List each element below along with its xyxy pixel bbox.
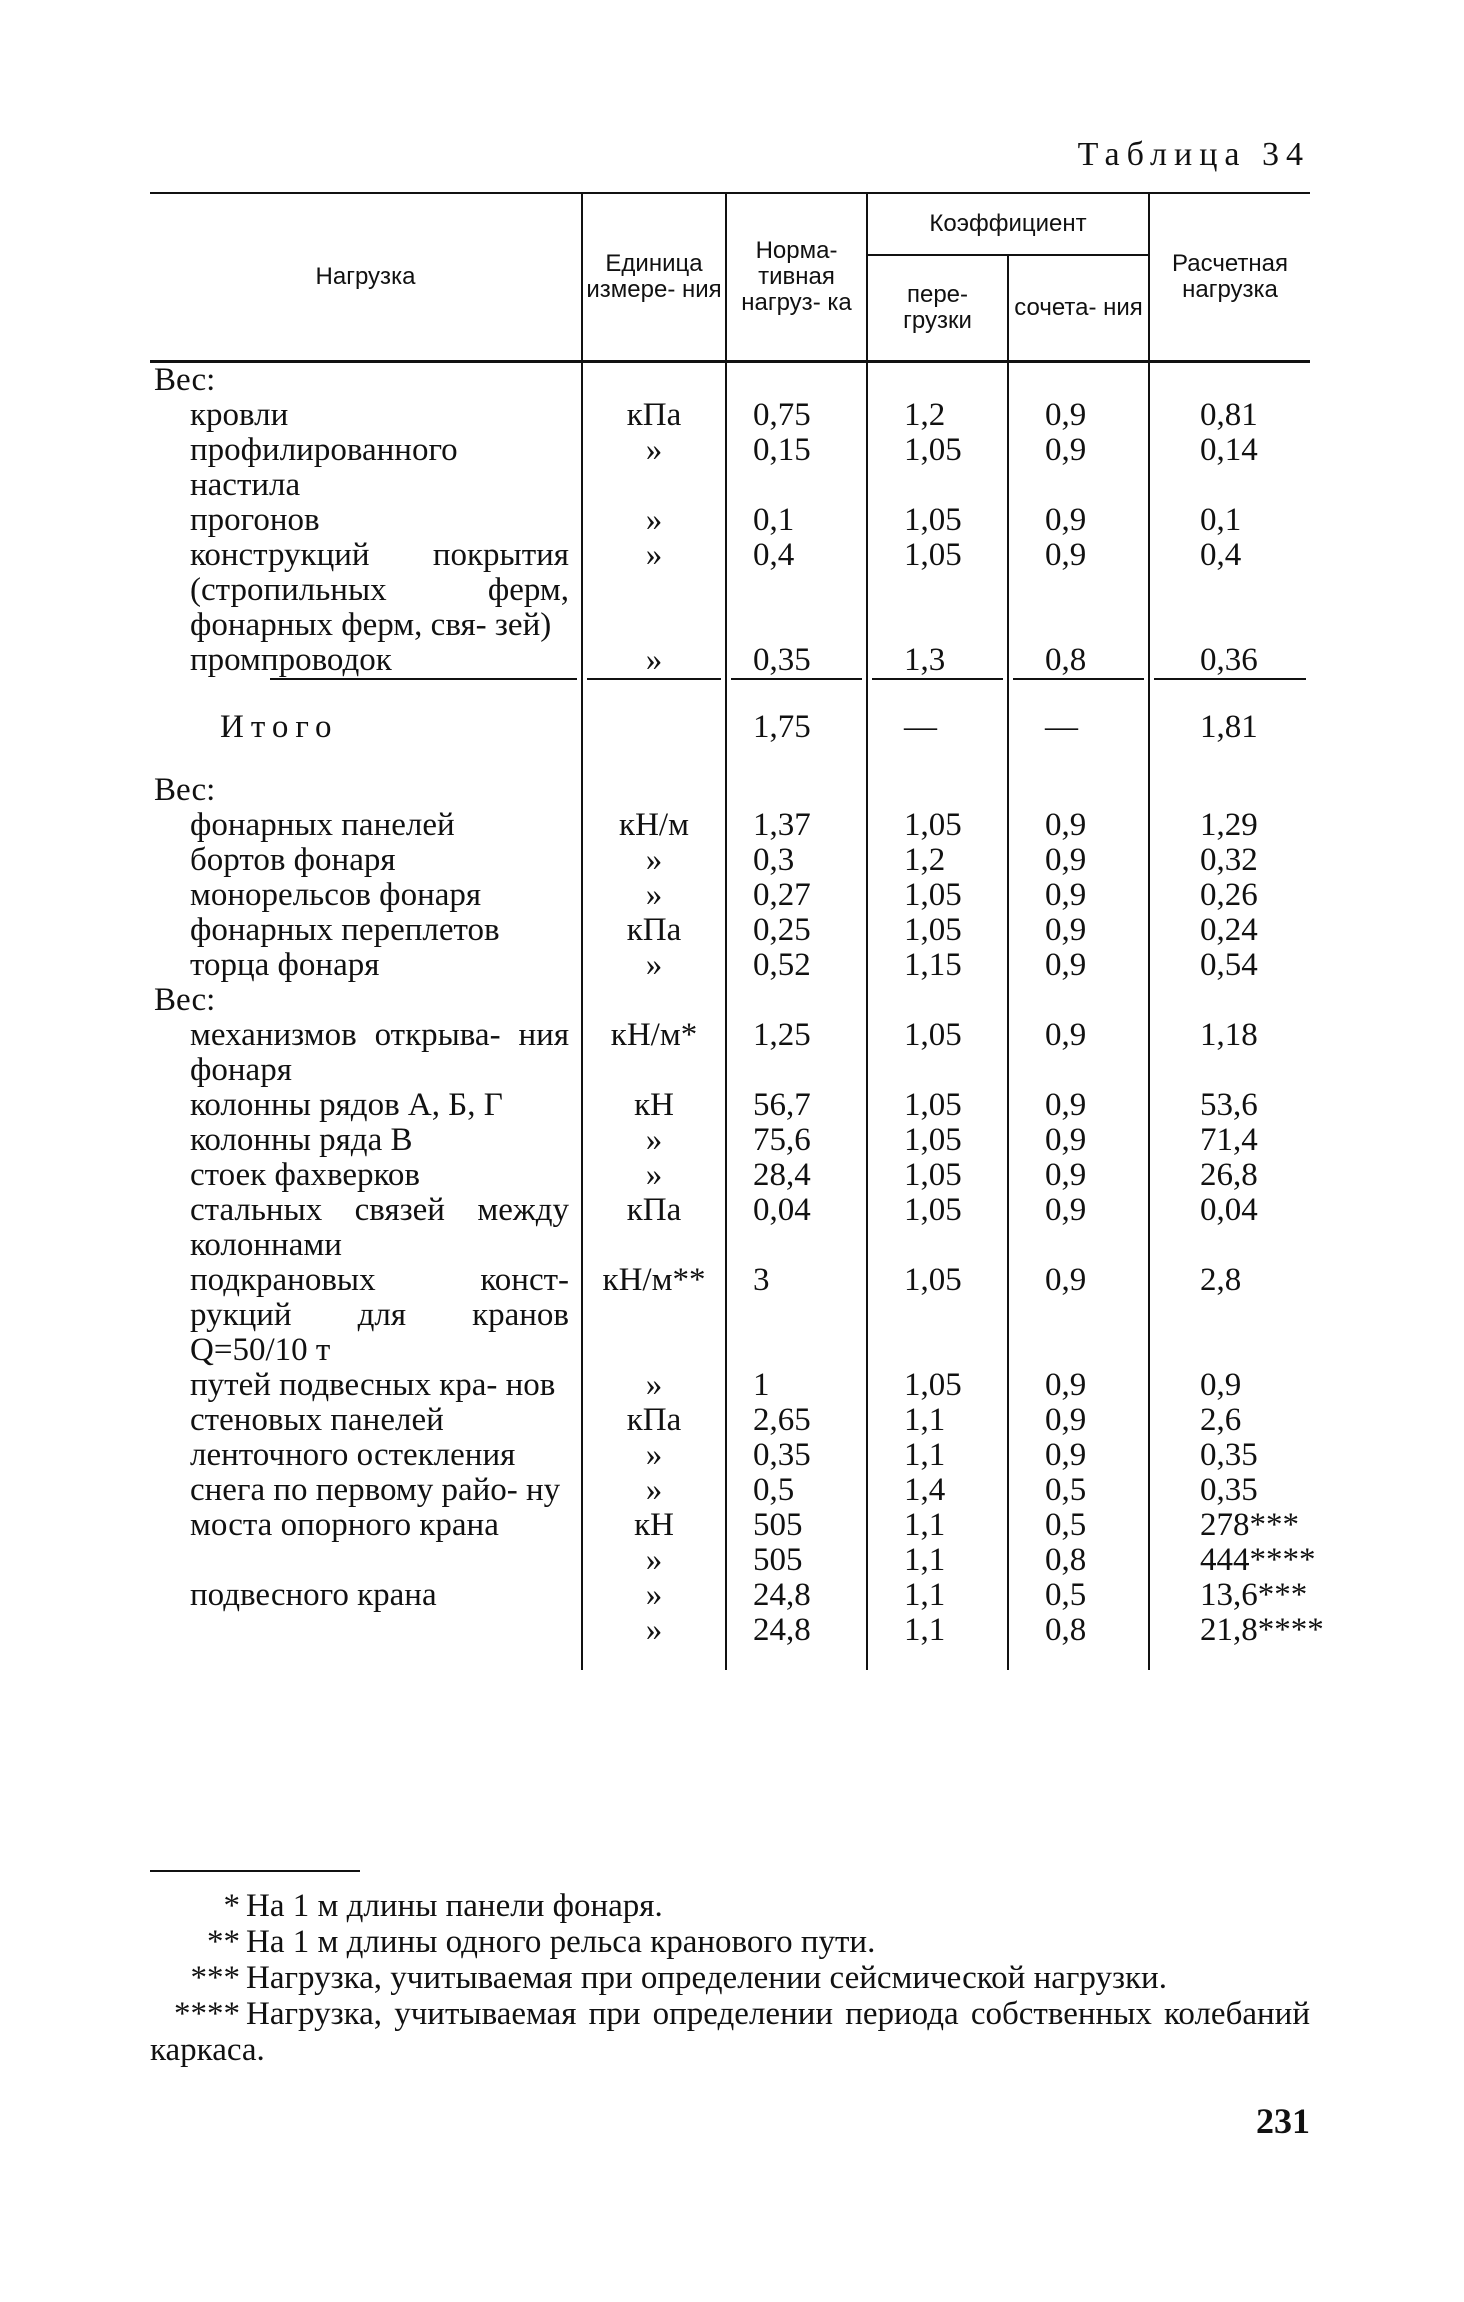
row-design: 278***: [1200, 1507, 1299, 1543]
row-name-text: снега по первому райо- ну: [190, 1472, 561, 1508]
row-unit: »: [582, 948, 726, 983]
header-coefficient: Коэффициент: [867, 193, 1149, 255]
row-name: [150, 1123, 582, 1158]
row-name: [150, 1088, 582, 1123]
row-unit: »: [582, 503, 726, 538]
row-name: [150, 1578, 582, 1613]
table-row: [150, 1438, 1310, 1473]
row-unit: кПа: [582, 913, 726, 948]
row-normative: 75,6: [726, 1123, 867, 1158]
row-combination: 0,9: [1008, 948, 1149, 983]
table-row: [150, 1193, 1310, 1263]
row-overload: 1,15: [867, 948, 1008, 983]
row-normative: 0,25: [726, 913, 867, 948]
row-overload: 1,05: [867, 1193, 1008, 1263]
row-combination: 0,9: [1008, 1123, 1149, 1158]
row-combination: 0,5: [1008, 1508, 1149, 1543]
group-row: [150, 362, 1310, 399]
row-normative: 0,4: [726, 538, 867, 643]
row-combination: 0,5: [1008, 1578, 1149, 1613]
row-combination: 0,9: [1008, 1158, 1149, 1193]
row-unit: »: [582, 538, 726, 643]
row-overload: 1,05: [867, 1263, 1008, 1368]
row-unit: »: [582, 1473, 726, 1508]
row-name-text: профилированного настила: [190, 432, 458, 503]
table-row: [150, 1613, 1310, 1648]
row-normative: 0,04: [726, 1193, 867, 1263]
row-name: [150, 1403, 582, 1438]
row-overload: 1,05: [867, 1158, 1008, 1193]
group-row: [150, 773, 1310, 808]
table-row: [150, 1578, 1310, 1613]
row-design: 2,8: [1200, 1262, 1242, 1298]
row-overload: [867, 983, 1008, 1018]
row-name-text: путей подвесных кра- нов: [190, 1367, 556, 1403]
row-design: 1,29: [1200, 807, 1258, 843]
row-name-text: подкрановых конст- рукций для кранов Q=50/10 т: [190, 1262, 569, 1368]
row-overload: 1,05: [867, 503, 1008, 538]
row-overload: 1,05: [867, 878, 1008, 913]
table-caption: Таблица 34: [1077, 136, 1310, 173]
row-overload: [867, 362, 1008, 399]
row-name: [150, 878, 582, 913]
table-header: [150, 193, 1310, 362]
row-combination: 0,9: [1008, 843, 1149, 878]
row-name: [150, 773, 582, 808]
table-row: [150, 913, 1310, 948]
row-overload: 1,1: [867, 1613, 1008, 1648]
row-design: 71,4: [1200, 1122, 1258, 1158]
row-name-text: ленточного остекления: [190, 1437, 516, 1473]
row-normative: 0,27: [726, 878, 867, 913]
row-design: 21,8****: [1200, 1612, 1324, 1648]
row-overload: 1,1: [867, 1438, 1008, 1473]
row-name: [150, 1543, 582, 1578]
row-combination: 0,9: [1008, 913, 1149, 948]
row-name-text: подвесного крана: [190, 1577, 437, 1613]
row-design: 53,6: [1200, 1087, 1258, 1123]
row-name: [150, 1508, 582, 1543]
row-unit: »: [582, 1438, 726, 1473]
row-normative: 0,5: [726, 1473, 867, 1508]
row-normative: 2,65: [726, 1403, 867, 1438]
table-row: [150, 1543, 1310, 1578]
row-design: 0,32: [1200, 842, 1258, 878]
table-row: [150, 1158, 1310, 1193]
row-combination: 0,9: [1008, 1403, 1149, 1438]
row-name: [150, 948, 582, 983]
row-name: [150, 843, 582, 878]
row-name-text: стоек фахверков: [190, 1157, 420, 1193]
table-row: [150, 1508, 1310, 1543]
table-row: [150, 538, 1310, 643]
row-name-text: фонарных переплетов: [190, 912, 500, 948]
row-combination: 0,9: [1008, 433, 1149, 503]
row-name-text: колонны ряда В: [190, 1122, 413, 1158]
header-design: Расчетная нагрузка: [1172, 250, 1288, 303]
row-normative: 0,35: [726, 1438, 867, 1473]
row-normative: [726, 362, 867, 399]
page-number: 231: [1256, 2101, 1310, 2141]
row-name-text: стеновых панелей: [190, 1402, 444, 1438]
footnote: [150, 1960, 1310, 1996]
row-name: [150, 362, 582, 399]
row-name: [150, 538, 582, 643]
row-normative: 0,1: [726, 503, 867, 538]
row-combination: [1008, 362, 1149, 399]
table-row: [150, 878, 1310, 913]
load-table: [150, 192, 1324, 1670]
row-unit: кН: [582, 1508, 726, 1543]
row-normative: 56,7: [726, 1088, 867, 1123]
total-row: [150, 680, 1310, 773]
row-normative: 24,8: [726, 1578, 867, 1613]
row-name: [150, 1613, 582, 1648]
row-overload: 1,3: [867, 643, 1008, 678]
footnote-rule: [150, 1870, 360, 1872]
row-normative: 505: [726, 1543, 867, 1578]
row-name: [150, 1473, 582, 1508]
row-unit: [582, 680, 726, 773]
table-row: [150, 1263, 1310, 1368]
row-name: [150, 433, 582, 503]
row-overload: [867, 773, 1008, 808]
row-unit: [582, 983, 726, 1018]
row-normative: 0,15: [726, 433, 867, 503]
row-normative: [726, 983, 867, 1018]
row-combination: 0,9: [1008, 1193, 1149, 1263]
row-normative: 24,8: [726, 1613, 867, 1648]
row-combination: 0,8: [1008, 643, 1149, 678]
footnote-mark: ***: [190, 1960, 240, 1996]
footnote-mark: *: [223, 1888, 240, 1924]
row-name: [150, 643, 582, 678]
footnote: [150, 1888, 1310, 1924]
row-unit: кН/м*: [582, 1018, 726, 1088]
row-unit: »: [582, 843, 726, 878]
row-overload: 1,4: [867, 1473, 1008, 1508]
header-unit: Единица измере- ния: [582, 193, 726, 362]
footnote-text: Нагрузка, учитываемая при определении периода собственных колебаний каркаса.: [150, 1996, 1310, 2068]
row-combination: 0,9: [1008, 878, 1149, 913]
header-overload: пере- грузки: [867, 255, 1008, 362]
row-name-text: Вес:: [154, 772, 216, 808]
row-unit: »: [582, 878, 726, 913]
row-unit: »: [582, 433, 726, 503]
row-unit: »: [582, 643, 726, 678]
row-design: 1,81: [1200, 709, 1258, 745]
row-combination: 0,9: [1008, 398, 1149, 433]
row-name: [150, 1368, 582, 1403]
footnote-text: Нагрузка, учитываемая при определении сейсмической нагрузки.: [246, 1960, 1167, 1996]
row-overload: 1,1: [867, 1508, 1008, 1543]
table-row: [150, 843, 1310, 878]
row-name-text: кровли: [190, 397, 289, 433]
row-design: [1149, 773, 1310, 808]
row-overload: 1,1: [867, 1578, 1008, 1613]
footnote: [150, 1996, 1310, 2068]
row-unit: кПа: [582, 398, 726, 433]
row-name: [150, 1438, 582, 1473]
row-design: 0,54: [1200, 947, 1258, 983]
table-row: [150, 433, 1310, 503]
row-combination: [1008, 983, 1149, 1018]
row-name: [150, 983, 582, 1018]
row-unit: [582, 773, 726, 808]
row-combination: 0,9: [1008, 503, 1149, 538]
row-unit: »: [582, 1368, 726, 1403]
row-name: [150, 398, 582, 433]
row-combination: 0,8: [1008, 1613, 1149, 1648]
row-design: 0,35: [1200, 1437, 1258, 1473]
table-row: [150, 1403, 1310, 1438]
row-combination: —: [1008, 680, 1149, 773]
row-name: [150, 913, 582, 948]
row-unit: кН: [582, 1088, 726, 1123]
row-name-text: торца фонаря: [190, 947, 380, 983]
row-name-text: механизмов открыва- ния фонаря: [190, 1017, 569, 1088]
row-combination: 0,9: [1008, 1263, 1149, 1368]
row-combination: 0,9: [1008, 1438, 1149, 1473]
row-normative: 1,25: [726, 1018, 867, 1088]
row-name: [150, 503, 582, 538]
row-name: [150, 808, 582, 843]
row-overload: 1,05: [867, 538, 1008, 643]
row-design: 13,6***: [1200, 1577, 1308, 1613]
row-combination: 0,9: [1008, 808, 1149, 843]
row-overload: —: [867, 680, 1008, 773]
row-unit: »: [582, 1543, 726, 1578]
row-unit: кН/м: [582, 808, 726, 843]
row-design: 0,4: [1200, 537, 1242, 573]
row-design: 0,81: [1200, 397, 1258, 433]
row-design: 1,18: [1200, 1017, 1258, 1053]
table-row: [150, 948, 1310, 983]
row-overload: 1,05: [867, 913, 1008, 948]
table-row: [150, 503, 1310, 538]
header-normative: Норма- тивная нагруз- ка: [726, 193, 867, 362]
row-normative: 0,75: [726, 398, 867, 433]
footnote-text: На 1 м длины панели фонаря.: [246, 1888, 663, 1924]
row-unit: кН/м**: [582, 1263, 726, 1368]
row-overload: 1,05: [867, 1088, 1008, 1123]
row-normative: 0,35: [726, 643, 867, 678]
row-normative: 1,75: [726, 680, 867, 773]
row-overload: 1,1: [867, 1543, 1008, 1578]
header-combination: сочета- ния: [1008, 255, 1149, 362]
row-name-text: фонарных панелей: [190, 807, 455, 843]
row-overload: 1,05: [867, 1368, 1008, 1403]
header-load: Нагрузка: [150, 193, 582, 362]
row-name: [150, 680, 582, 773]
footnote: [150, 1924, 1310, 1960]
row-normative: [726, 773, 867, 808]
row-name-text: Вес:: [154, 362, 216, 398]
table-body: [150, 362, 1324, 1671]
table-row: [150, 398, 1310, 433]
row-name: [150, 1158, 582, 1193]
row-overload: 1,05: [867, 808, 1008, 843]
row-combination: 0,5: [1008, 1473, 1149, 1508]
row-overload: 1,1: [867, 1403, 1008, 1438]
row-design: 444****: [1200, 1542, 1316, 1578]
row-design: 0,1: [1200, 502, 1242, 538]
row-name: [150, 1018, 582, 1088]
row-unit: »: [582, 1613, 726, 1648]
row-combination: 0,9: [1008, 1088, 1149, 1123]
table-row: [150, 1088, 1310, 1123]
row-design: 0,04: [1200, 1192, 1258, 1228]
table-row: [150, 1368, 1310, 1403]
table-row: [150, 808, 1310, 843]
row-name: [150, 1193, 582, 1263]
row-normative: 1,37: [726, 808, 867, 843]
row-name-text: колонны рядов А, Б, Г: [190, 1087, 503, 1123]
row-design: [1149, 362, 1310, 399]
row-name-text: моста опорного крана: [190, 1507, 499, 1543]
row-name-text: промпроводок: [190, 642, 392, 678]
table-row: [150, 643, 1310, 678]
footnotes: [150, 1870, 1310, 2068]
row-unit: кПа: [582, 1403, 726, 1438]
row-design: 0,36: [1200, 642, 1258, 678]
row-normative: 0,52: [726, 948, 867, 983]
row-unit: »: [582, 1123, 726, 1158]
row-name-text: стальных связей между колоннами: [190, 1192, 569, 1263]
row-name-text: Вес:: [154, 982, 216, 1018]
row-design: 0,35: [1200, 1472, 1258, 1508]
row-name-text: прогонов: [190, 502, 320, 538]
row-normative: 505: [726, 1508, 867, 1543]
row-name-text: бортов фонаря: [190, 842, 396, 878]
row-unit: »: [582, 1158, 726, 1193]
row-overload: 1,05: [867, 433, 1008, 503]
row-design: 26,8: [1200, 1157, 1258, 1193]
table-row: [150, 1018, 1310, 1088]
table-row: [150, 1473, 1310, 1508]
row-unit: »: [582, 1578, 726, 1613]
row-combination: 0,9: [1008, 1368, 1149, 1403]
row-normative: 1: [726, 1368, 867, 1403]
row-name: [150, 1263, 582, 1368]
row-combination: 0,9: [1008, 538, 1149, 643]
row-overload: 1,05: [867, 1018, 1008, 1088]
row-design: 2,6: [1200, 1402, 1242, 1438]
row-unit: [582, 362, 726, 399]
row-normative: 28,4: [726, 1158, 867, 1193]
row-overload: 1,2: [867, 398, 1008, 433]
row-normative: 0,3: [726, 843, 867, 878]
load-table-wrapper: [150, 192, 1324, 1670]
footnote-text: На 1 м длины одного рельса кранового пути.: [246, 1924, 876, 1960]
table-row: [150, 1123, 1310, 1158]
footnote-mark: ****: [174, 1996, 240, 2032]
row-design: 0,24: [1200, 912, 1258, 948]
row-design: 0,26: [1200, 877, 1258, 913]
row-combination: 0,9: [1008, 1018, 1149, 1088]
row-design: 0,14: [1200, 432, 1258, 468]
row-design: 0,9: [1200, 1367, 1242, 1403]
footnote-mark: **: [207, 1924, 240, 1960]
row-combination: 0,8: [1008, 1543, 1149, 1578]
row-unit: кПа: [582, 1193, 726, 1263]
row-normative: 3: [726, 1263, 867, 1368]
row-design: [1149, 983, 1310, 1018]
group-row: [150, 983, 1310, 1018]
row-overload: 1,2: [867, 843, 1008, 878]
footnote-list: [150, 1888, 1310, 2068]
row-name-text: монорельсов фонаря: [190, 877, 482, 913]
row-name-text: конструкций покрытия (стропильных ферм, фонарных ферм, свя- зей): [190, 537, 569, 643]
row-overload: 1,05: [867, 1123, 1008, 1158]
row-name-text: Итого: [220, 709, 339, 745]
row-combination: [1008, 773, 1149, 808]
